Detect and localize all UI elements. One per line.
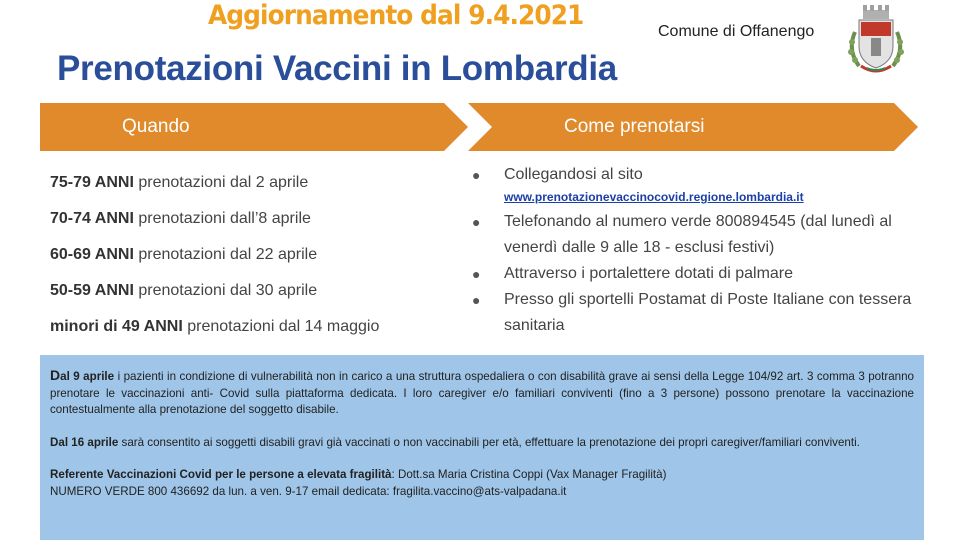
update-date-title: Aggiornamento dal 9.4.2021 (208, 0, 584, 31)
age-row (50, 172, 460, 208)
info-referent-name: : Dott.sa Maria Cristina Coppi (Vax Manager Fragilità) (391, 468, 667, 481)
info-paragraph-caregivers (50, 435, 914, 452)
age-date: prenotazioni dal 14 maggio (182, 318, 380, 335)
info-paragraph-referent (50, 467, 914, 500)
age-row (50, 280, 460, 316)
info-contact-line: NUMERO VERDE 800 436692 da lun. a ven. 9-17 email dedicata: fragilita.vaccino@ats-valpadana.it (50, 484, 567, 498)
municipal-crest-icon (845, 2, 907, 78)
method-phone (468, 209, 928, 261)
info-text: i pazienti in condizione di vulnerabilità non in carico a una struttura ospedaliera o con disabilità grave ai sensi della Legge 104/92 art. 3 comma 3 potranno prenotare le vaccinazioni anti- Covid sulla piattaforma dedicata. I loro caregiver e/o familiari conviventi (fino a 3 persone) possono prenotare la vaccinazione contestualmente alla prenotazione del soggetto disabile. (50, 370, 915, 416)
info-referent-title: Referente Vaccinazioni Covid per le persone a elevata fragilità (50, 468, 392, 481)
age-date: prenotazioni dal 22 aprile (133, 246, 318, 263)
comune-name: Comune di Offanengo (658, 23, 815, 40)
bullet-icon: ● (472, 214, 481, 230)
age-date: prenotazioni dal 30 aprile (133, 282, 318, 299)
booking-methods-list (468, 162, 928, 339)
info-date: Dal 16 aprile (50, 435, 119, 449)
bullet-icon: ● (472, 167, 481, 183)
bullet-icon: ● (472, 292, 481, 308)
info-text: sarà consentito ai soggetti disabili gravi già vaccinati o non vaccinabili per età, effettuare la prenotazione dei propri caregiver/familiari conviventi. (118, 435, 860, 449)
age-range: 75-79 ANNI (50, 174, 134, 191)
age-row (50, 208, 460, 244)
method-postamat (468, 287, 928, 339)
section-label-come: Come prenotarsi (564, 116, 705, 137)
age-date: prenotazioni dall’8 aprile (133, 210, 311, 227)
fragility-info-box (40, 355, 924, 540)
age-row (50, 244, 460, 280)
age-row (50, 316, 460, 352)
chevron-quando (40, 103, 468, 151)
info-initial: D (50, 367, 61, 383)
method-website (468, 162, 928, 205)
age-schedule-list (50, 172, 460, 352)
method-postmen (468, 261, 928, 287)
age-range: 60-69 ANNI (50, 246, 134, 263)
method-postamat-text: Presso gli sportelli Postamat di Poste Italiane con tessera sanitaria (504, 291, 912, 334)
method-phone-text: Telefonando al numero verde 800894545 (dal lunedì al venerdì dalle 9 alle 18 - esclusi festivi) (504, 213, 892, 256)
booking-site-link[interactable]: www.prenotazionevaccinocovid.regione.lombardia.it (504, 190, 804, 204)
age-date: prenotazioni dal 2 aprile (133, 174, 309, 191)
page-title: Prenotazioni Vaccini in Lombardia (57, 49, 617, 88)
section-label-quando: Quando (122, 116, 190, 137)
age-range: 70-74 ANNI (50, 210, 134, 227)
method-website-text: Collegandosi al sito (504, 166, 643, 183)
bullet-icon: ● (472, 266, 481, 282)
age-range: minori di 49 ANNI (50, 318, 183, 335)
info-paragraph-vulnerable (50, 367, 914, 419)
age-range: 50-59 ANNI (50, 282, 134, 299)
info-date: al 9 aprile (60, 370, 115, 383)
method-postmen-text: Attraverso i portalettere dotati di palmare (504, 265, 794, 282)
